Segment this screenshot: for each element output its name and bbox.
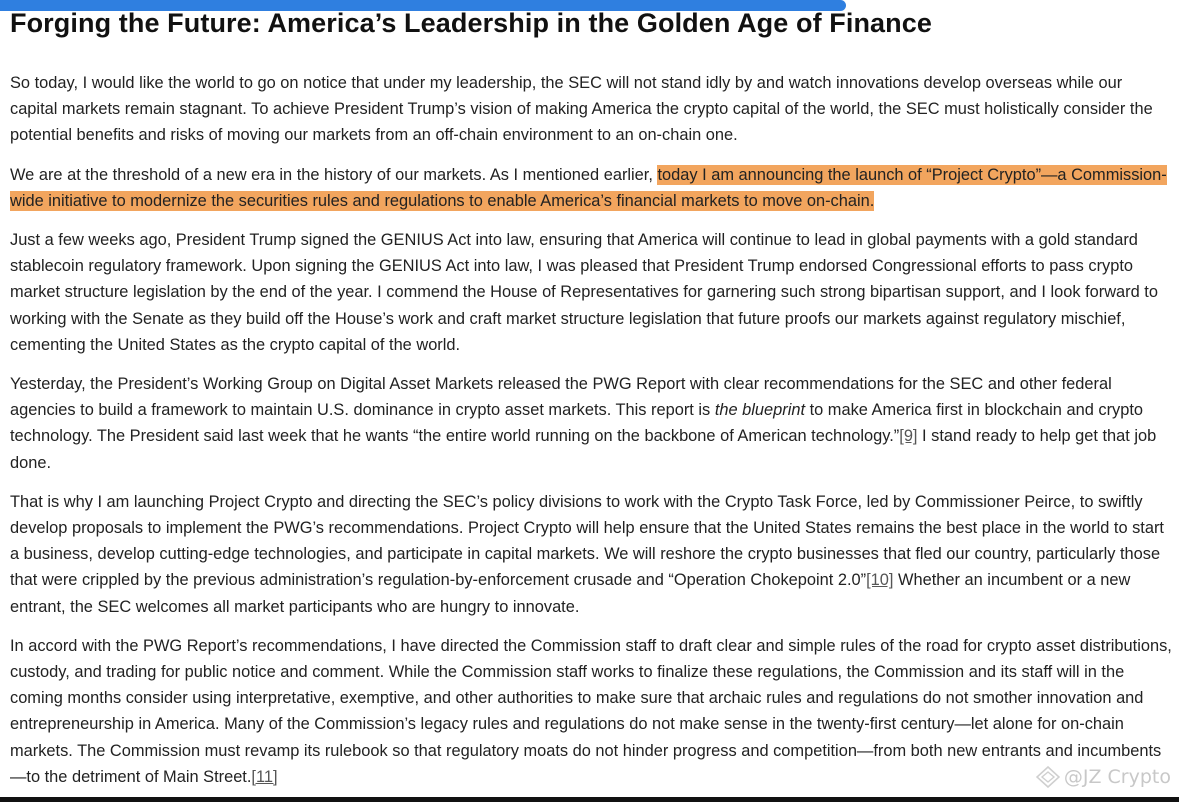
paragraph-1: So today, I would like the world to go on notice that under my leadership, the SEC will not stand idly by and watch innovations develop overseas while our capital markets remain stagnant. To achieve President Trump’s vision of making America the crypto capital of the world, the SEC must holistically consider the potential benefits and risks of moving our markets from an off-chain environment to an on-chain one. (10, 74, 1153, 145)
footnote-link-11[interactable]: [11] (251, 767, 278, 786)
blueprint-emphasis: the blueprint (714, 401, 806, 420)
article (10, 6, 1172, 790)
paragraph-2-text: We are at the threshold of a new era in the history of our markets. As I mentioned earlier, (10, 165, 658, 184)
page-title: Forging the Future: America’s Leadership in the Golden Age of Finance (10, 8, 932, 38)
paragraph-4-text-b: to make America first in blockchain and crypto technology. The President said last week that he wants “the entire world running on the backbone of American technology.” (10, 401, 1144, 446)
diamond-logo-icon (1036, 766, 1060, 788)
paragraph-4 (10, 371, 1172, 476)
watermark (1036, 766, 1171, 788)
paragraph-5-text-a: That is why I am launching Project Crypto and directing the SEC’s policy divisions to work with the Crypto Task Force, led by Commissioner Peirce, to swiftly develop proposals to implement the PWG’s recommendations. Project Crypto will help ensure that the United States remains the best place in the world to start a business, develop cutting-edge technologies, and participate in capital markets. We will reshore the crypto businesses that fled our country, particularly those that were crippled by the previous administration’s regulation-by-enforcement crusade and “Operation Chokepoint 2.0” (10, 492, 1164, 590)
paragraph-6-text: In accord with the PWG Report’s recommendations, I have directed the Commission staff to draft clear and simple rules of the road for crypto asset distributions, custody, and trading for public notice and comment. While the Commission staff works to finalize these regulations, the Commission and its staff will in the coming months consider using interpretative, exemptive, and other authorities to make sure that archaic rules and regulations do not smother innovation and entrepreneurship in America. Many of the Commission’s legacy rules and regulations do not make sense in the twenty-first century—let alone for on-chain markets. The Commission must revamp its rulebook so that regulatory moats do not hinder progress and competition—from both new entrants and incumbents—to the detriment of Main Street. (10, 636, 1172, 786)
watermark-text: @JZ Crypto (1063, 766, 1171, 788)
footnote-link-9[interactable]: [9] (899, 427, 918, 446)
footnote-link-10[interactable]: [10] (866, 571, 894, 590)
paragraph-2 (10, 162, 1172, 214)
paragraph-4-text-c: I stand ready to help get that job done. (10, 427, 1157, 472)
paragraph-5 (10, 489, 1172, 620)
bottom-edge-bar (0, 797, 1179, 802)
paragraph-3: Just a few weeks ago, President Trump signed the GENIUS Act into law, ensuring that America will continue to lead in global payments with a gold standard stablecoin regulatory framework. Upon signing the GENIUS Act into law, I was pleased that President Trump endorsed Congressional efforts to pass crypto market structure legislation by the end of the year. I commend the House of Representatives for garnering such strong bipartisan support, and I look forward to working with the Senate as they build off the House’s work and craft market structure legislation that future proofs our markets against regulatory mischief, cementing the United States as the crypto capital of the world. (10, 231, 1158, 354)
paragraph-4-text-a: Yesterday, the President’s Working Group on Digital Asset Markets released the PWG Report with clear recommendations for the SEC and other federal agencies to build a framework to maintain U.S. dominance in crypto asset markets. This report is (10, 375, 1112, 420)
paragraph-5-text-b: Whether an incumbent or a new entrant, the SEC welcomes all market participants who are hungry to innovate. (10, 571, 1131, 616)
highlighted-announcement: today I am announcing the launch of “Project Crypto”—a Commission-wide initiative to modernize the securities rules and regulations to enable America’s financial markets to move on-chain. (10, 165, 1167, 210)
paragraph-6 (10, 633, 1172, 790)
